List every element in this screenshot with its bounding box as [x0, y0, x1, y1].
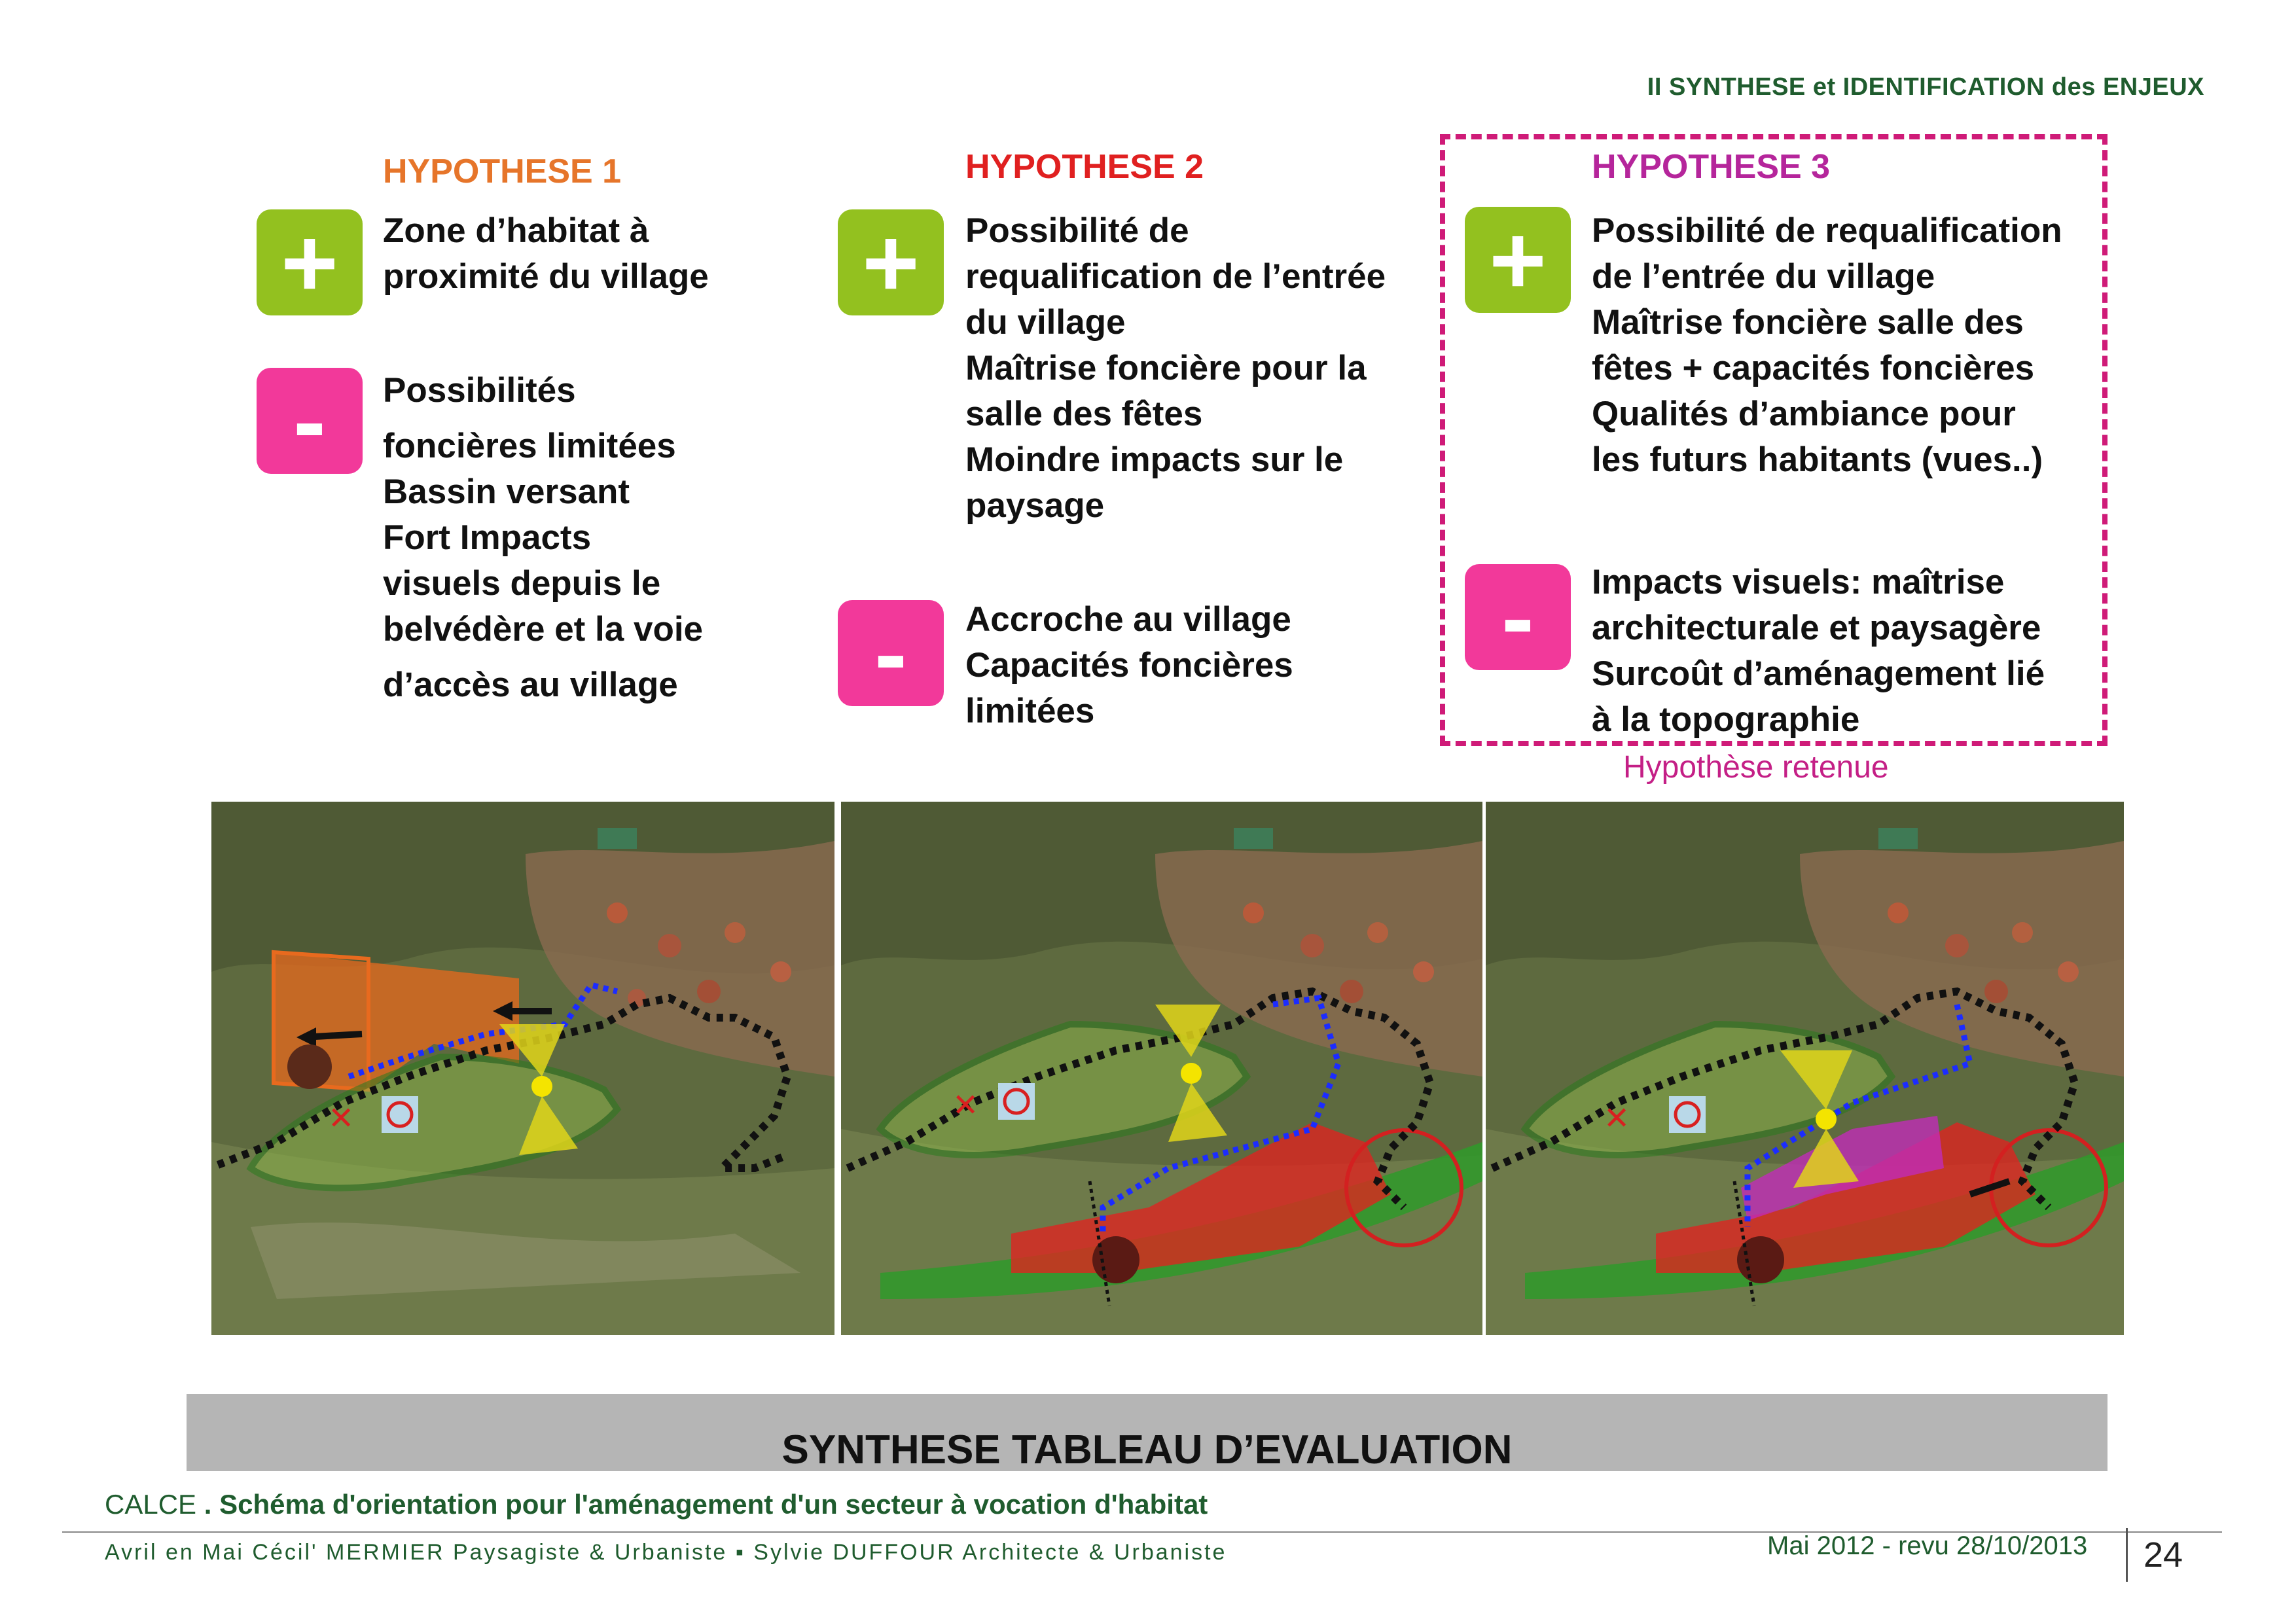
aerial-map	[211, 802, 834, 1335]
plus-icon: +	[862, 207, 920, 317]
plus-icon: +	[1489, 205, 1547, 315]
hypothesis-3-title: HYPOTHESE 3	[1592, 148, 1831, 186]
project-subtitle: Schéma d'orientation pour l'aménagement d'un secteur à vocation d'habitat	[219, 1489, 1208, 1520]
minus-badge-2	[838, 600, 944, 706]
project-line: CALCE . Schéma d'orientation pour l'aménagement d'un secteur à vocation d'habitat	[105, 1489, 1208, 1520]
retained-hypothesis-label: Hypothèse retenue	[1623, 750, 1889, 785]
minus-badge-1	[257, 368, 363, 474]
hypothesis-2-advantages: Possibilité de requalification de l’entrée du village Maîtrise foncière pour la salle des fêtes Moindre impacts sur le paysage	[965, 211, 1386, 525]
map-hypothesis-3	[1486, 802, 2124, 1335]
synthesis-title: SYNTHESE TABLEAU D’EVALUATION	[781, 1427, 1513, 1472]
page-number-divider	[2126, 1528, 2128, 1582]
map-hypothesis-2	[841, 802, 1482, 1335]
svg-text:✕: ✕	[328, 1100, 355, 1137]
plus-icon: +	[281, 207, 338, 317]
project-name: CALCE	[105, 1489, 197, 1520]
hypothesis-3-drawbacks: Impacts visuels: maîtrise architecturale et paysagère Surcoût d’aménagement lié à la topographie	[1592, 563, 2045, 739]
minus-icon: -	[293, 366, 326, 476]
hypothesis-3-advantages: Possibilité de requalification de l’entrée du village Maîtrise foncière salle des fêtes + capacités foncières Qualités d’ambiance pour les futurs habitants (vues..)	[1592, 211, 2062, 479]
minus-icon: -	[1501, 562, 1534, 672]
minus-badge-3	[1465, 564, 1571, 670]
plus-badge-3	[1465, 207, 1571, 313]
section-title: II SYNTHESE et IDENTIFICATION des ENJEUX	[1647, 73, 2204, 101]
hypothesis-2-drawbacks: Accroche au village Capacités foncières limitées	[965, 600, 1293, 730]
aerial-map	[841, 802, 1482, 1335]
svg-text:✕: ✕	[952, 1087, 979, 1124]
hypothesis-1-title: HYPOTHESE 1	[383, 152, 622, 190]
map-hypothesis-1	[211, 802, 834, 1335]
footer-date: Mai 2012 - revu 28/10/2013	[1767, 1531, 2088, 1560]
hypothesis-1-advantages: Zone d’habitat à proximité du village	[383, 211, 709, 296]
page-number: 24	[2144, 1535, 2183, 1575]
minus-icon: -	[874, 598, 907, 708]
aerial-map	[1486, 802, 2124, 1335]
plus-badge-1	[257, 209, 363, 315]
svg-text:✕: ✕	[1604, 1100, 1630, 1137]
hypothesis-2-title: HYPOTHESE 2	[965, 148, 1204, 186]
hypothesis-1-drawbacks: Possibilités foncières limitées Bassin versant Fort Impacts visuels depuis le belvédère et la voie d’accès au village	[383, 371, 704, 704]
footer-authors: Avril en Mai Cécil' MERMIER Paysagiste & Urbaniste ▪ Sylvie DUFFOUR Architecte & Urbaniste	[105, 1540, 1227, 1565]
plus-badge-2	[838, 209, 944, 315]
